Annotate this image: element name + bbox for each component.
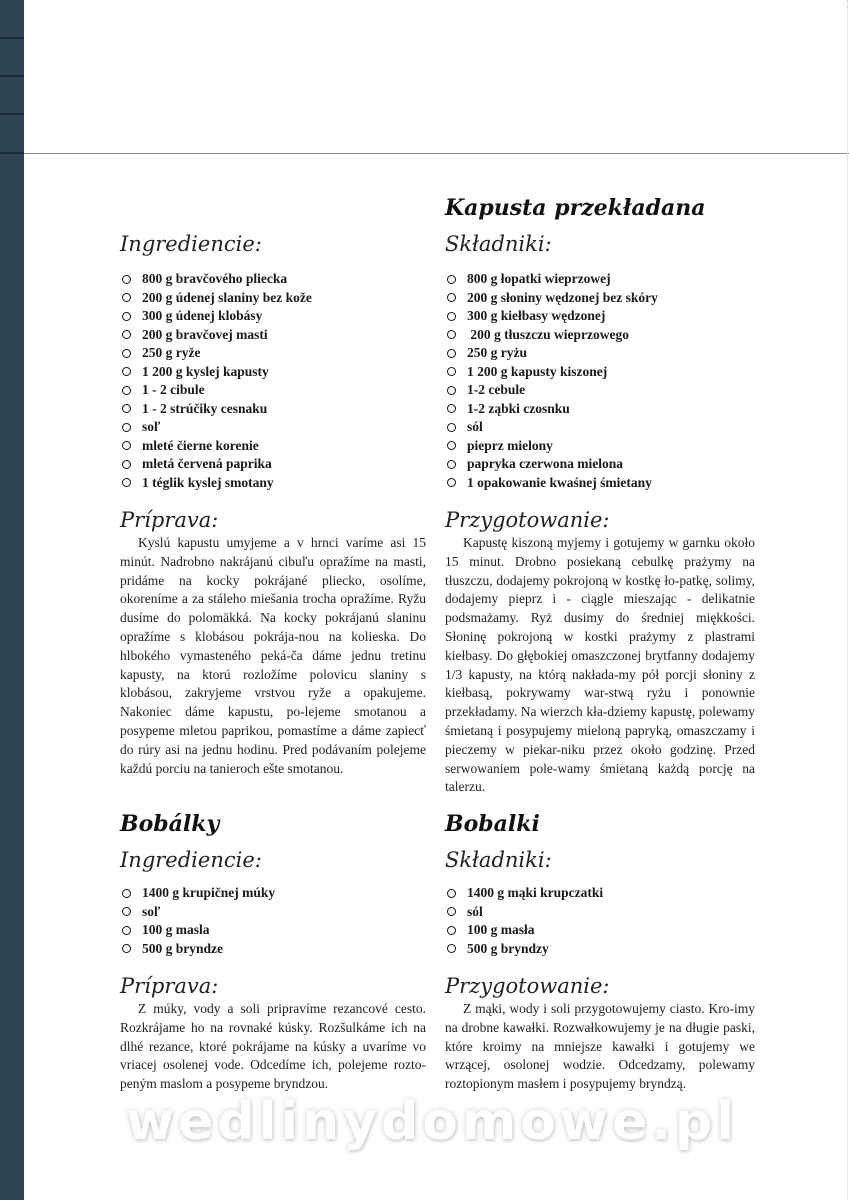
sidebar-tab-divider: [0, 113, 24, 115]
list-item: 200 g tłuszczu wieprzowego: [445, 326, 755, 345]
list-item: 200 g bravčovej masti: [120, 326, 426, 345]
list-item: 800 g łopatki wieprzowej: [445, 270, 755, 289]
left-recipe-2: [120, 810, 426, 1094]
list-item: pieprz mielony: [445, 437, 755, 456]
circle-bullet-icon: [122, 926, 131, 935]
circle-bullet-icon: [447, 478, 456, 487]
list-item: 500 g bryndze: [120, 940, 426, 959]
list-item: 1 téglik kyslej smotany: [120, 474, 426, 493]
circle-bullet-icon: [447, 367, 456, 376]
list-item: 300 g kiełbasy wędzonej: [445, 307, 755, 326]
list-item: soľ: [120, 903, 426, 922]
ingredients-list: [445, 270, 755, 492]
ingredients-list: [120, 884, 426, 958]
sidebar-tab-divider: [0, 37, 24, 39]
list-item: 100 g masła: [445, 921, 755, 940]
prep-text: Kapustę kiszoną myjemy i gotujemy w garnku około 15 minut. Drobno posiekaną cebulkę prażymy na tłuszczu, dodajemy pokrojoną w kostkę ło-patkę, solimy, dodajemy pieprz i - ciągle mieszając - delikatnie podsmażamy. Ryż dusimy do średniej miękkości. Słoninę pokrojoną w kostki prażymy z plastrami kiełbasy. Do głębokiej omaszczonej brytfanny dodajemy 1/3 kapusty, na którą nakłada-my pół porcji słoniny z kiełbasą, pokrywamy war-stwą ryżu i ponownie przekładamy. Na wierzch kła-dziemy kapustę, polewamy śmietaną i posypujemy mieloną papryką, omaszczamy i pieczemy w piekar-niku przez około godzinę. Przed serwowaniem pole-wamy śmietaną każdą porcję na talerzu.: [445, 535, 755, 795]
watermark: wedlinydomowe.pl: [125, 1092, 739, 1152]
circle-bullet-icon: [447, 312, 456, 321]
circle-bullet-icon: [447, 386, 456, 395]
recipe-title: Kapusta przekładana: [445, 195, 706, 221]
circle-bullet-icon: [122, 441, 131, 450]
prep-text: Z mąki, wody i soli przygotowujemy ciasto. Kro-imy na drobne kawałki. Rozwałkowujemy je na długie paski, które kroimy na mniejsze kawałki i gotujemy we wrzącej, osolonej wodzie. Odcedzamy, polewamy roztopionym masłem i posypujemy bryndzą.: [445, 1001, 755, 1092]
circle-bullet-icon: [122, 907, 131, 916]
sidebar-tab-divider: [0, 152, 24, 154]
list-item: 200 g słoniny wędzonej bez skóry: [445, 289, 755, 308]
header-rule: [24, 153, 849, 154]
circle-bullet-icon: [447, 889, 456, 898]
circle-bullet-icon: [122, 275, 131, 284]
list-item: 1 200 g kyslej kapusty: [120, 363, 426, 382]
list-item: soľ: [120, 418, 426, 437]
circle-bullet-icon: [122, 367, 131, 376]
left-recipe-1: [120, 230, 426, 778]
circle-bullet-icon: [122, 460, 131, 469]
circle-bullet-icon: [122, 293, 131, 302]
prep-text: Kyslú kapustu umyjeme a v hrnci varíme asi 15 minút. Nadrobno nakrájanú cibuľu opražíme na masti, pridáme na kocky pokrájané pliecko, osolíme, okoreníme a za stáleho miešania trocha opražíme. Ryžu dusíme do polomäkká. Na kocky pokrájanú slaninu opražíme s klobásou pokrája-nou na kolieska. Do hlbokého vymasteného peká-ča dáme jednu tretinu kapusty, na ktorú rozložíme polovicu slaniny s klobásou, zakryjeme vrstvou ryže a opakujeme. Nakoniec dáme kapustu, po-lejeme smotanou a posypeme mletou paprikou, pomastíme a dáme zapiecť do rúry asi na jednu hodinu. Pred podávaním polejeme každú porciu na tanieroch ešte smotanou.: [120, 535, 426, 776]
circle-bullet-icon: [447, 349, 456, 358]
circle-bullet-icon: [447, 423, 456, 432]
circle-bullet-icon: [447, 926, 456, 935]
prep-heading: Príprava:: [120, 508, 219, 532]
prep-text: Z múky, vody a soli pripravíme rezancové cesto. Rozkrájame ho na rovnaké kúsky. Rozšulkáme ich na dlhé rezance, ktoré pokrájame na kúsky a uvaríme vo vriacej osolenej vode. Odcedíme ich, polejeme rozto-peným maslom a posypeme bryndzou.: [120, 1001, 426, 1092]
circle-bullet-icon: [122, 330, 131, 339]
circle-bullet-icon: [447, 460, 456, 469]
circle-bullet-icon: [447, 907, 456, 916]
circle-bullet-icon: [447, 275, 456, 284]
list-item: 300 g údenej klobásy: [120, 307, 426, 326]
page-edge-sidebar: [0, 0, 24, 1200]
right-recipe-2: [445, 810, 755, 1094]
recipe-title: Bobalki: [445, 811, 540, 837]
circle-bullet-icon: [447, 944, 456, 953]
recipe-title: Bobálky: [120, 811, 220, 837]
list-item: sól: [445, 903, 755, 922]
list-item: 1-2 ząbki czosnku: [445, 400, 755, 419]
list-item: papryka czerwona mielona: [445, 455, 755, 474]
list-item: 1 200 g kapusty kiszonej: [445, 363, 755, 382]
list-item: 250 g ryže: [120, 344, 426, 363]
circle-bullet-icon: [122, 944, 131, 953]
ingredients-heading: Ingrediencie:: [120, 232, 262, 256]
circle-bullet-icon: [447, 441, 456, 450]
list-item: 500 g bryndzy: [445, 940, 755, 959]
list-item: 800 g bravčového pliecka: [120, 270, 426, 289]
circle-bullet-icon: [447, 330, 456, 339]
list-item: mleté čierne korenie: [120, 437, 426, 456]
list-item: mletá červená paprika: [120, 455, 426, 474]
list-item: 1400 g mąki krupczatki: [445, 884, 755, 903]
ingredients-list: [445, 884, 755, 958]
list-item: 1 opakowanie kwaśnej śmietany: [445, 474, 755, 493]
right-recipe-1: [445, 194, 755, 797]
ingredients-heading: Składniki:: [445, 848, 552, 872]
prep-heading: Przygotowanie:: [445, 974, 610, 998]
list-item: 100 g masla: [120, 921, 426, 940]
circle-bullet-icon: [122, 404, 131, 413]
ingredients-heading: Składniki:: [445, 232, 552, 256]
prep-heading: Príprava:: [120, 974, 219, 998]
circle-bullet-icon: [122, 478, 131, 487]
list-item: 1 - 2 cibule: [120, 381, 426, 400]
circle-bullet-icon: [122, 386, 131, 395]
prep-heading: Przygotowanie:: [445, 508, 610, 532]
ingredients-heading: Ingrediencie:: [120, 848, 262, 872]
circle-bullet-icon: [447, 404, 456, 413]
circle-bullet-icon: [122, 889, 131, 898]
list-item: sól: [445, 418, 755, 437]
circle-bullet-icon: [122, 423, 131, 432]
list-item: 250 g ryżu: [445, 344, 755, 363]
ingredients-list: [120, 270, 426, 492]
list-item: 200 g údenej slaniny bez kože: [120, 289, 426, 308]
list-item: 1-2 cebule: [445, 381, 755, 400]
sidebar-tab-divider: [0, 75, 24, 77]
list-item: 1 - 2 strúčiky cesnaku: [120, 400, 426, 419]
list-item: 1400 g krupičnej múky: [120, 884, 426, 903]
circle-bullet-icon: [447, 293, 456, 302]
circle-bullet-icon: [122, 349, 131, 358]
circle-bullet-icon: [122, 312, 131, 321]
